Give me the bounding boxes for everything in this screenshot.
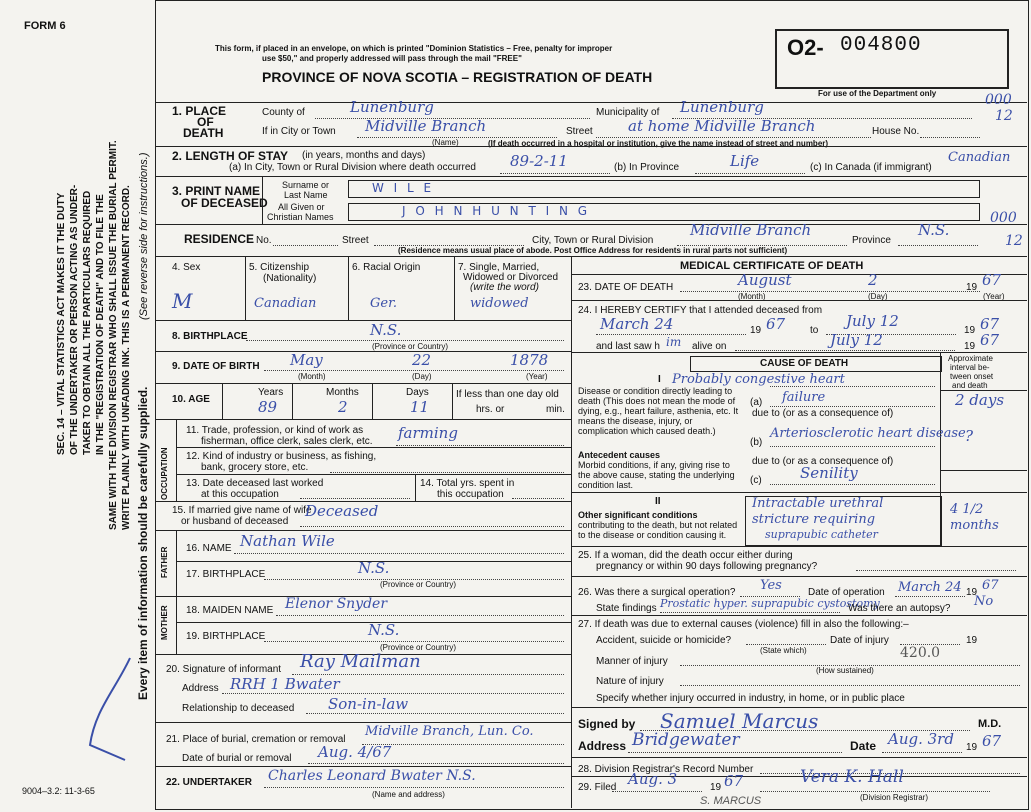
mail-note-2: use $50," and properly addressed will pass through the mail "FREE" [262, 54, 522, 63]
page-left-rule [155, 0, 156, 808]
death-year-note: (Year) [983, 292, 1005, 301]
rule-21 [155, 722, 571, 723]
occupation-sidebar [176, 419, 177, 501]
age-days-label: Days [406, 387, 429, 398]
sig-year: 67 [982, 732, 1002, 750]
findings-label: State findings [596, 603, 657, 614]
burial-date-value: Aug. 4/67 [318, 743, 392, 761]
stay-b-line [695, 173, 805, 174]
stay-b-value: Life [730, 152, 760, 170]
rule-28 [571, 757, 1027, 758]
direct-cause-text: Disease or condition directly leading to death (This does not mean the mode of dying, e.g., heart failure, asthenia, etc. It means the disease, injury, or complication which caused death.) [578, 386, 739, 436]
mother-name-label: 18. MAIDEN NAME [186, 605, 274, 616]
occ-14-line [512, 498, 564, 499]
rule-grid-top [155, 256, 1027, 257]
father-vertical-label: FATHER [160, 546, 169, 578]
age-col-2 [292, 383, 293, 419]
street-line [596, 137, 871, 138]
signed-value: Samuel Marcus [660, 709, 819, 733]
informant-sig-value: Ray Mailman [300, 651, 421, 672]
age-col-1 [222, 383, 223, 419]
antecedent-text: Morbid conditions, if any, giving rise to the above cause, stating the underlying condition last. [578, 460, 735, 490]
age-col-4 [452, 383, 453, 419]
stay-b-label: (b) In Province [614, 162, 680, 173]
address-value: Bridgewater [632, 730, 740, 750]
spouse-label-b: or husband of deceased [181, 516, 289, 527]
mother-birthplace-label: 19. BIRTHPLACE [186, 631, 266, 642]
father-name-line [234, 553, 564, 554]
last-saw-fill: im [666, 335, 682, 349]
form-stamp-code: 9004–3.2: 11-3-65 [22, 786, 95, 796]
burial-date-label: Date of burial or removal [182, 753, 292, 764]
department-use-note: For use of the Department only [818, 89, 937, 98]
instruction-line-8: (See reverse side for instructions.) [138, 152, 150, 320]
dob-year-note: (Year) [526, 372, 548, 381]
sig-date-line [882, 752, 962, 753]
accident-line [746, 644, 826, 645]
rule-name [155, 176, 1027, 177]
cause-b-line [770, 446, 935, 447]
grid-center-divider [571, 256, 572, 808]
burial-label: 21. Place of burial, cremation or removal [166, 734, 346, 745]
race-label: 6. Racial Origin [352, 262, 421, 273]
attended-to-prefix: 19 [964, 325, 976, 336]
given-label-1: All Given or [278, 202, 325, 212]
occ-14-label-b: this occupation [437, 489, 504, 500]
age-days-value: 11 [410, 398, 430, 416]
occupation-vertical-label: OCCUPATION [160, 447, 169, 500]
stay-a-label: (a) In City, Town or Rural Division where death occurred [229, 162, 476, 173]
residence-no-label: No. [256, 235, 272, 246]
marital-label-3: (write the word) [470, 282, 539, 293]
autopsy-value: No [974, 594, 994, 609]
citizenship-sub: (Nationality) [263, 273, 317, 284]
blue-scribble [85, 650, 145, 770]
municipality-value: Lunenburg [680, 98, 764, 116]
mother-birthplace-note: (Province or Country) [380, 643, 457, 652]
rule-cause-ii [571, 492, 1027, 493]
municipality-label: Municipality of [596, 107, 660, 118]
certify-label: 24. I HEREBY CERTIFY that I attended deceased from [578, 305, 823, 316]
age-years-value: 89 [258, 398, 278, 416]
minutes-label: min. [546, 404, 565, 415]
age-label: 10. AGE [172, 394, 210, 405]
rule-9 [155, 351, 571, 352]
race-value: Ger. [370, 296, 397, 311]
occ-11-label-a: 11. Trade, profession, or kind of work as [186, 425, 364, 436]
roman-two: II [655, 496, 661, 507]
surname-label-1: Surname or [282, 180, 330, 190]
instruction-line-4: IN THE "REGISTRATION OF DEATH" AND TO FILE THE [95, 194, 106, 455]
alive-on-label: alive on [692, 341, 727, 352]
roman-one: I [658, 374, 661, 385]
findings-value: Prostatic hyper. suprapubic cystostomy [660, 597, 880, 610]
other-3: suprapubic catheter [765, 528, 878, 541]
father-birthplace-note: (Province or Country) [380, 580, 457, 589]
place-margin-b: 12 [995, 108, 1013, 124]
dob-label: 9. DATE OF BIRTH [172, 361, 260, 372]
hours-label: hrs. or [476, 404, 505, 415]
dob-day-note: (Day) [412, 372, 432, 381]
attended-from-year: 67 [766, 315, 786, 333]
rule-23 [571, 274, 1027, 275]
residence-label: RESIDENCE [184, 232, 255, 246]
rule-25 [571, 546, 1027, 547]
spouse-label-a: 15. If married give name of wife [172, 505, 312, 516]
informant-address-label: Address [182, 683, 219, 694]
rule-stay [155, 146, 1027, 147]
interval-header-2: interval be- [950, 363, 990, 372]
occ-13-14-divider [415, 474, 416, 501]
bottom-scrawl: S. MARCUS [700, 795, 762, 807]
alive-on-line [735, 350, 955, 351]
residence-province-label: Province [852, 235, 891, 246]
specify-label: Specify whether injury occurred in industry, in home, or in public place [596, 693, 905, 704]
surgery-label: 26. Was there a surgical operation? [578, 587, 736, 598]
filed-line [612, 791, 702, 792]
occ-14-label-a: 14. Total yrs. spent in [420, 478, 515, 489]
stay-units: (in years, months and days) [302, 150, 426, 161]
surname-label-2: Last Name [284, 190, 328, 200]
dob-month: May [290, 351, 323, 369]
age-years-label: Years [258, 387, 284, 398]
given-label-2: Christian Names [267, 212, 334, 222]
interval-header-3: tween onset [950, 372, 994, 381]
pregnancy-label-b: pregnancy or within 90 days following pregnancy? [596, 561, 818, 572]
instruction-line-3: TAKER TO OBTAIN ALL THE PARTICULARS REQUIRED [82, 190, 93, 455]
injury-date-label: Date of injury [830, 635, 889, 646]
autopsy-label: Was there an autopsy? [848, 603, 951, 614]
name-margin-a: 000 [990, 210, 1017, 226]
birthplace-note: (Province or Country) [372, 342, 449, 351]
mother-sidebar [176, 596, 177, 654]
name-margin-b: 12 [1005, 233, 1023, 249]
house-label: House No. [872, 126, 920, 137]
alive-year-prefix: 19 [964, 341, 976, 352]
occ-12-label-a: 12. Kind of industry or business, as fishing, [186, 451, 377, 462]
residence-province-line [898, 245, 978, 246]
antecedent-title: Antecedent causes [578, 450, 661, 460]
residence-no-line [273, 245, 338, 246]
state-which-note: (State which) [760, 646, 807, 655]
other-1: Intractable urethral [752, 496, 884, 511]
mother-name-line [276, 615, 564, 616]
residence-city-value: Midville Branch [690, 221, 812, 239]
signed-label: Signed by [578, 717, 636, 731]
other-text: contributing to the death, but not related to the disease or condition causing it. [578, 520, 738, 540]
interval-header-1: Approximate [948, 354, 993, 363]
undertaker-note: (Name and address) [372, 790, 445, 799]
manner-code: 420.0 [900, 645, 941, 661]
filed-year-prefix: 19 [710, 782, 722, 793]
relationship-line [306, 713, 564, 714]
death-month-note: (Month) [738, 292, 766, 301]
alive-year: 67 [980, 331, 1000, 349]
place-label-3: DEATH [183, 126, 224, 140]
sig-date-label: Date [850, 739, 877, 753]
cause-a-1: Probably congestive heart [672, 372, 845, 387]
attended-from: March 24 [600, 315, 674, 333]
dob-year: 1878 [510, 351, 549, 369]
marital-label-2: Widowed or Divorced [463, 272, 559, 283]
instruction-line-1: SEC. 14 – VITAL STATISTICS ACT MAKES IT THE DUTY [56, 192, 67, 455]
interval-a: 2 days [955, 391, 1005, 409]
occ-12-label-b: bank, grocery store, etc. [201, 462, 309, 473]
residence-street-label: Street [342, 235, 369, 246]
father-sidebar [176, 530, 177, 596]
place-margin-a: 000 [985, 92, 1012, 108]
rule-22 [155, 766, 571, 767]
rule-sig [571, 707, 1027, 708]
manner-label: Manner of injury [596, 656, 668, 667]
form-number: FORM 6 [24, 20, 66, 32]
hospital-note: (If death occurred in a hospital or institution, give the name instead of street and number) [488, 139, 829, 148]
other-title: Other significant conditions [578, 510, 698, 520]
spouse-line [300, 526, 564, 527]
less-than-day-label: If less than one day old [456, 389, 559, 400]
rule-interval-b [940, 470, 1027, 471]
instruction-line-5: SAME WITH THE DIVISION REGISTRAR WHO SHALL ISSUE THE BURIAL PERMIT. [108, 140, 119, 530]
death-year-prefix: 19 [966, 282, 978, 293]
interval-header-4: and death [952, 381, 988, 390]
op-date-label: Date of operation [808, 587, 885, 598]
col-6-7 [454, 256, 455, 320]
surgery-value: Yes [760, 578, 782, 593]
death-year: 67 [982, 271, 1002, 289]
rule-top [155, 102, 1027, 103]
registration-number: 004800 [840, 34, 922, 57]
citizenship-label: 5. Citizenship [249, 262, 310, 273]
cause-c-line [770, 484, 935, 485]
rule-10 [155, 383, 571, 384]
attended-to: July 12 [846, 312, 899, 330]
alive-on-date: July 12 [830, 331, 883, 349]
filed-label: 29. Filed [578, 782, 617, 793]
cause-a-line-2 [770, 406, 935, 407]
stay-a-value: 89-2-11 [510, 152, 568, 170]
dob-month-note: (Month) [298, 372, 326, 381]
mother-name-value: Elenor Snyder [285, 596, 388, 612]
age-months-label: Months [326, 387, 359, 398]
occ-13-label-b: at this occupation [201, 489, 279, 500]
last-saw-label: and last saw h [596, 341, 660, 352]
rule-24 [571, 300, 1027, 301]
cause-a-label: (a) [750, 397, 763, 408]
citizenship-value: Canadian [254, 296, 317, 311]
informant-address-line [222, 693, 564, 694]
rule-8 [155, 320, 571, 321]
birthplace-value: N.S. [370, 321, 402, 339]
father-birthplace-label: 17. BIRTHPLACE [186, 569, 266, 580]
col-5-6 [348, 256, 349, 320]
occ-13-label-a: 13. Date deceased last worked [186, 478, 324, 489]
rule-12 [176, 447, 571, 448]
op-year: 67 [982, 578, 999, 593]
address-label: Address [578, 739, 627, 753]
sex-label: 4. Sex [172, 262, 201, 273]
mother-birthplace-line [264, 641, 564, 642]
occ-12-line [330, 472, 564, 473]
mail-note-1: This form, if placed in an envelope, on which is printed "Dominion Statistics – Free, penalty for improper [215, 44, 613, 53]
stay-label: 2. LENGTH OF STAY [172, 149, 289, 163]
rule-residence [155, 224, 1027, 225]
op-year-prefix: 19 [966, 587, 978, 598]
to-label: to [810, 325, 819, 336]
registration-prefix: O2- [787, 35, 824, 60]
stay-c-value: Canadian [948, 150, 1011, 165]
registrar-line [760, 791, 990, 792]
record-number-label: 28. Division Registrar's Record Number [578, 764, 754, 775]
external-label: 27. If death was due to external causes (violence) fill in also the following:– [578, 619, 909, 630]
nature-line [680, 685, 1020, 686]
rule-27 [571, 615, 1027, 616]
pregnancy-line [856, 570, 1016, 571]
how-sustained-note: (How sustained) [816, 666, 874, 675]
cause-b-label: (b) [750, 437, 763, 448]
rule-cause [571, 352, 1027, 353]
age-months-value: 2 [338, 398, 348, 416]
cause-a-2: failure [782, 390, 826, 405]
sig-date-value: Aug. 3rd [888, 730, 954, 748]
occ-11-line [396, 445, 564, 446]
father-name-value: Nathan Wile [240, 532, 335, 550]
street-value: at home Midville Branch [628, 117, 816, 135]
filed-year: 67 [724, 772, 744, 790]
occ-11-value: farming [398, 424, 458, 442]
mother-vertical-label: MOTHER [160, 605, 169, 640]
county-value: Lunenburg [350, 98, 434, 116]
name-label-2: OF DECEASED [181, 196, 268, 210]
registrar-value: Vera K. Hall [800, 767, 904, 787]
sex-value: M [172, 289, 193, 313]
burial-line [362, 744, 564, 745]
interval-b: ? [965, 427, 974, 445]
birthplace-line [246, 340, 564, 341]
op-date-value: March 24 [898, 580, 962, 595]
father-name-label: 16. NAME [186, 543, 232, 554]
spouse-value: Deceased [305, 502, 379, 520]
rule-11 [155, 419, 571, 420]
death-day: 2 [868, 271, 878, 289]
dob-day: 22 [412, 351, 432, 369]
death-date-line [680, 291, 980, 292]
due-to-b: due to (or as a consequence of) [752, 456, 894, 467]
cause-header: CAUSE OF DEATH [760, 358, 849, 369]
cause-b: Arteriosclerotic heart disease [770, 426, 966, 441]
undertaker-line [264, 787, 564, 788]
surname-value: W I L E [372, 181, 435, 195]
attended-from-prefix: 19 [750, 325, 762, 336]
county-label: County of [262, 107, 305, 118]
death-date-label: 23. DATE OF DEATH [578, 282, 674, 293]
father-birthplace-value: N.S. [358, 559, 390, 577]
residence-province-value: N.S. [918, 221, 950, 239]
informant-address-value: RRH 1 Bwater [230, 675, 340, 693]
residence-city-label: City, Town or Rural Division [532, 235, 654, 246]
address-line [628, 752, 842, 753]
accident-label: Accident, suicide or homicide? [596, 635, 732, 646]
stay-c-label: (c) In Canada (if immigrant) [810, 162, 932, 173]
name-label-1: 3. PRINT NAME [172, 184, 261, 198]
age-col-3 [372, 383, 373, 419]
col-4-5 [245, 256, 246, 320]
interval-other: 4 1/2 months [950, 502, 999, 533]
relationship-value: Son-in-law [328, 695, 409, 713]
cause-c: Senility [800, 464, 858, 482]
mother-birthplace-value: N.S. [368, 621, 400, 639]
informant-sig-label: 20. Signature of informant [166, 664, 282, 675]
sig-year-prefix: 19 [966, 742, 978, 753]
occ-13-line [300, 498, 410, 499]
other-2: stricture requiring [752, 512, 876, 527]
rule-16 [155, 530, 571, 531]
place-label-2: OF [197, 115, 214, 129]
undertaker-value: Charles Leonard Bwater N.S. [268, 768, 476, 784]
name-divider [262, 176, 263, 224]
instruction-line-6: WRITE PLAINLY WITH UNFADING INK. THIS IS A PERMANENT RECORD. [121, 185, 132, 530]
burial-value: Midville Branch, Lun. Co. [365, 724, 534, 739]
nature-label: Nature of injury [596, 676, 664, 687]
pregnancy-label-a: 25. If a woman, did the death occur either during [578, 550, 793, 561]
form-title: PROVINCE OF NOVA SCOTIA – REGISTRATION OF DEATH [262, 69, 653, 85]
cause-c-label: (c) [750, 475, 762, 486]
marital-value: widowed [470, 296, 529, 311]
city-label: If in City or Town [262, 126, 336, 137]
surname-box [348, 180, 980, 198]
street-label: Street [566, 126, 593, 137]
death-month: August [738, 271, 792, 289]
stay-a-line [500, 173, 610, 174]
house-line [920, 137, 980, 138]
city-name-note: (Name) [432, 138, 459, 147]
birthplace-label: 8. BIRTHPLACE [172, 331, 248, 342]
instruction-line-2: OF THE UNDERTAKER OR PERSON ACTING AS UNDER- [69, 184, 80, 455]
rule-26 [571, 576, 1027, 577]
city-value: Midville Branch [365, 117, 487, 135]
attended-to-year: 67 [980, 315, 1000, 333]
findings-line [660, 612, 840, 613]
dob-line [264, 370, 564, 371]
md-label: M.D. [978, 718, 1002, 730]
due-to-a: due to (or as a consequence of) [752, 408, 894, 419]
registrar-note: (Division Registrar) [860, 793, 929, 802]
occ-11-label-b: fisherman, office clerk, sales clerk, etc. [201, 436, 373, 447]
marital-label-1: 7. Single, Married, [458, 262, 540, 273]
op-date-line [895, 596, 965, 597]
relationship-label: Relationship to deceased [182, 703, 295, 714]
rule-13 [176, 474, 571, 475]
burial-date-line [308, 763, 564, 764]
medical-header: MEDICAL CERTIFICATE OF DEATH [680, 260, 864, 272]
undertaker-label: 22. UNDERTAKER [166, 777, 252, 788]
residence-note: (Residence means usual place of abode. Post Office Address for residents in rural parts not sufficient) [398, 246, 788, 255]
given-value: J O H N H U N T I N G [402, 204, 591, 218]
death-day-note: (Day) [868, 292, 888, 301]
filed-value: Aug. 3 [628, 770, 678, 788]
instruction-line-7: Every item of information should be carefully supplied. [136, 386, 150, 700]
place-label-1: 1. PLACE [172, 104, 227, 118]
injury-year-prefix: 19 [966, 635, 978, 646]
